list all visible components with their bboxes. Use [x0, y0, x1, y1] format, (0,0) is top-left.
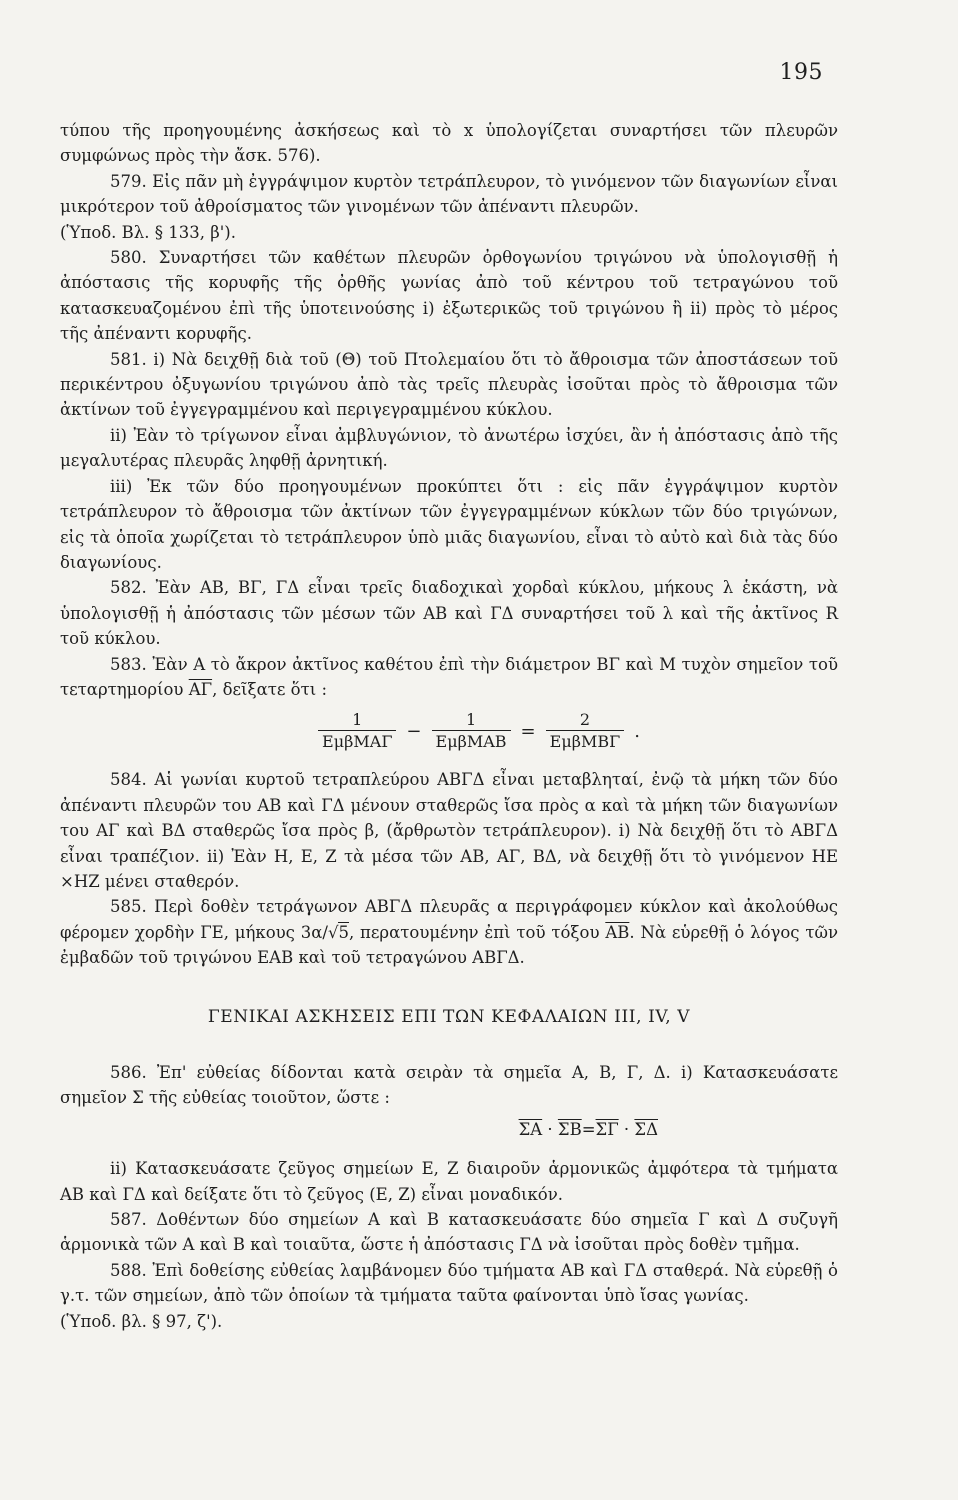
fraction-3	[546, 710, 625, 753]
arc-label: $\overline{A\Gamma}$	[188, 679, 213, 699]
denominator: ΕμβΜΑΓ	[318, 730, 396, 753]
arc-label: $\overline{AB}$	[605, 922, 630, 942]
exercise-582: 582. Ἐὰν ΑΒ, ΒΓ, ΓΔ εἶναι τρεῖς διαδοχικαὶ χορδαὶ κύκλου, μήκους λ ἑκάστη, νὰ ὑπολογισθῇ ἡ ἀπόστασις τῶν μέσων τῶν ΑΒ καὶ ΓΔ συναρτήσει τοῦ λ καὶ τῆς ἀκτῖνος R τοῦ κύκλου.	[60, 578, 838, 649]
radicand: 5	[338, 922, 349, 942]
exercise-580: 580. Συναρτήσει τῶν καθέτων πλευρῶν ὀρθογωνίου τριγώνου νὰ ὑπολογισθῇ ἡ ἀπόστασις τῆς κορυφῆς τῆς ὀρθῆς γωνίας ἀπὸ τοῦ κέντρου τοῦ τετραγώνου τοῦ κατασκευαζομένου ἐπὶ τῆς ὑποτεινούσης i) ἐξωτερικῶς τοῦ τριγώνου ἢ ii) πρὸς τὸ μέρος τῆς ἀπέναντι κορυφῆς.	[60, 248, 838, 344]
dot-operator: ·	[618, 1119, 635, 1139]
segment: $\overline{\Sigma\Delta}$	[634, 1119, 658, 1139]
segment: $\overline{\Sigma B}$	[557, 1119, 582, 1139]
exercise-583	[60, 652, 838, 703]
denominator: ΕμβΜΒΓ	[546, 730, 625, 753]
exercise-585-text-mid: , περατουμένην ἐπὶ τοῦ τόξου	[348, 922, 606, 942]
page-body	[60, 118, 838, 1334]
exercise-579: 579. Εἰς πᾶν μὴ ἐγγράψιμον κυρτὸν τετράπλευρον, τὸ γινόμενον τῶν διαγωνίων εἶναι μικρότερον τοῦ ἀθροίσματος τῶν γινομένων τῶν ἀπέναντι πλευρῶν.	[60, 171, 838, 217]
exercise-584: 584. Αἱ γωνίαι κυρτοῦ τετραπλεύρου ΑΒΓΔ εἶναι μεταβληταί, ἐνῷ τὰ μήκη τῶν δύο ἀπέναντι πλευρῶν του ΑΒ καὶ ΓΔ μένουν σταθερῶς ἴσα πρὸς α καὶ τὰ μήκη τῶν διαγωνίων του ΑΓ καὶ ΒΔ σταθερῶς ἴσα πρὸς β, (ἄρθρωτὸν τετράπλευρον). i) Νὰ δειχθῇ ὅτι τὸ ΑΒΓΔ εἶναι τραπέζιον. ii) Ἐὰν Η, Ε, Ζ τὰ μέσα τῶν ΑΒ, ΑΓ, ΒΔ, νὰ δειχθῇ ὅτι τὸ γινόμενον ΗΕ ×ΗΖ μένει σταθερόν.	[60, 770, 838, 891]
numerator: 1	[352, 710, 363, 730]
formula-583	[60, 710, 838, 753]
fraction-2	[432, 710, 511, 753]
numerator: 2	[579, 710, 591, 730]
exercise-586-ii: ii) Κατασκευάσατε ζεῦγος σημείων Ε, Ζ διαιροῦν ἁρμονικῶς ἀμφότερα τὰ τμήματα ΑΒ καὶ ΓΔ καὶ δείξατε ὅτι τὸ ζεῦγος (Ε, Ζ) εἶναι μοναδικόν.	[60, 1159, 838, 1204]
exercise-586: 586. Ἐπ' εὐθείας δίδονται κατὰ σειρὰν τὰ σημεῖα Α, Β, Γ, Δ. i) Κατασκευάσατε σημεῖον Σ τῆς εὐθείας τοιοῦτον, ὥστε :	[60, 1063, 838, 1108]
segment: $\overline{\Sigma A}$	[518, 1119, 543, 1139]
denominator: ΕμβΜΑΒ	[432, 730, 511, 753]
numerator: 1	[465, 710, 477, 730]
exercise-581-ii: ii) Ἐὰν τὸ τρίγωνον εἶναι ἀμβλυγώνιον, τὸ ἀνωτέρω ἰσχύει, ἂν ἡ ἀπόστασις ἀπὸ τῆς μεγαλυτέρας πλευρᾶς ληφθῇ ἀρνητική.	[60, 425, 838, 471]
exercise-587: 587. Δοθέντων δύο σημείων Α καὶ Β κατασκευάσατε δύο σημεῖα Γ καὶ Δ συζυγῆ ἁρμονικὰ τῶν Α καὶ Β καὶ τοιαῦτα, ὥστε ἡ ἀπόστασις ΓΔ νὰ ἰσοῦται πρὸς δοθὲν τμῆμα.	[60, 1210, 838, 1255]
equals-sign: =	[581, 1119, 596, 1139]
paragraph-576-tail: τύπου τῆς προηγουμένης ἀσκήσεως καὶ τὸ x ὑπολογίζεται συναρτήσει τῶν πλευρῶν συμφώνως πρὸς τὴν ἄσκ. 576).	[60, 121, 838, 166]
exercise-581-i: 581. i) Νὰ δειχθῇ διὰ τοῦ (Θ) τοῦ Πτολεμαίου ὅτι τὸ ἄθροισμα τῶν ἀποστάσεων τοῦ περικέντρου ὀξυγωνίου τριγώνου ἀπὸ τὰς τρεῖς πλευρὰς ἰσοῦται πρὸς τὸ ἄθροισμα τῶν ἀκτίνων τοῦ ἐγγεγραμμένου καὶ περιγεγραμμένου κύκλου.	[60, 349, 838, 420]
equals-sign: =	[520, 721, 536, 743]
segment: $\overline{\Sigma\Gamma}$	[595, 1119, 619, 1139]
exercise-585-text: 585. Περὶ δοθὲν τετράγωνον ΑΒΓΔ πλευρᾶς α περιγράφομεν κύκλον καὶ ἀκολούθως φέρομεν χορδὴν ΓΕ, μήκους 3α/	[60, 897, 838, 942]
exercise-588: 588. Ἐπὶ δοθείσης εὐθείας λαμβάνομεν δύο τμήματα ΑΒ καὶ ΓΔ σταθερά. Νὰ εὑρεθῇ ὁ γ.τ. τῶν σημείων, ἀπὸ τῶν ὁποίων τὰ τμήματα ταῦτα φαίνονται ὑπὸ ἴσας γωνίας.	[60, 1260, 838, 1306]
fraction-1	[318, 710, 396, 753]
exercise-588-hint: (Ὑποδ. βλ. § 97, ζ').	[60, 1311, 223, 1331]
sqrt-sign: √	[327, 922, 339, 942]
minus-sign: −	[406, 721, 422, 743]
exercise-583-text: 583. Ἐὰν Α τὸ ἄκρον ἀκτῖνος καθέτου ἐπὶ τὴν διάμετρον ΒΓ καὶ Μ τυχὸν σημεῖον τοῦ τεταρτημορίου	[60, 654, 838, 699]
formula-586	[60, 1117, 838, 1142]
exercise-585	[60, 894, 838, 970]
exercise-579-hint: (Ὑποδ. Βλ. § 133, β').	[60, 222, 236, 242]
dot-operator: ·	[542, 1119, 558, 1139]
exercise-585-text-end: . Νὰ εὑρεθῇ ὁ λόγος τῶν ἐμβαδῶν τοῦ τριγώνου ΕΑΒ καὶ τοῦ τετραγώνου ΑΒΓΔ.	[60, 922, 838, 968]
page-number: 195	[779, 60, 823, 85]
exercise-581-iii: iii) Ἐκ τῶν δύο προηγουμένων προκύπτει ὅτι : εἰς πᾶν ἐγγράψιμον κυρτὸν τετράπλευρον τὸ ἄθροισμα τῶν ἀκτίνων τῶν ἐγγεγραμμένων κύκλων τῶν δύο τριγώνων, εἰς τὰ ὁποῖα χωρίζεται τὸ τετράπλευρον ὑπὸ μιᾶς διαγωνίου, εἶναι τὸ αὐτὸ καὶ διὰ τὰς δύο διαγωνίους.	[60, 476, 838, 572]
period: .	[634, 721, 640, 743]
exercise-583-text-end: , δεῖξατε ὅτι :	[212, 679, 328, 699]
section-heading: ΓΕΝΙΚΑΙ ΑΣΚΗΣΕΙΣ ΕΠΙ ΤΩΝ ΚΕΦΑΛΑΙΩΝ III, IV, V	[207, 1006, 691, 1027]
